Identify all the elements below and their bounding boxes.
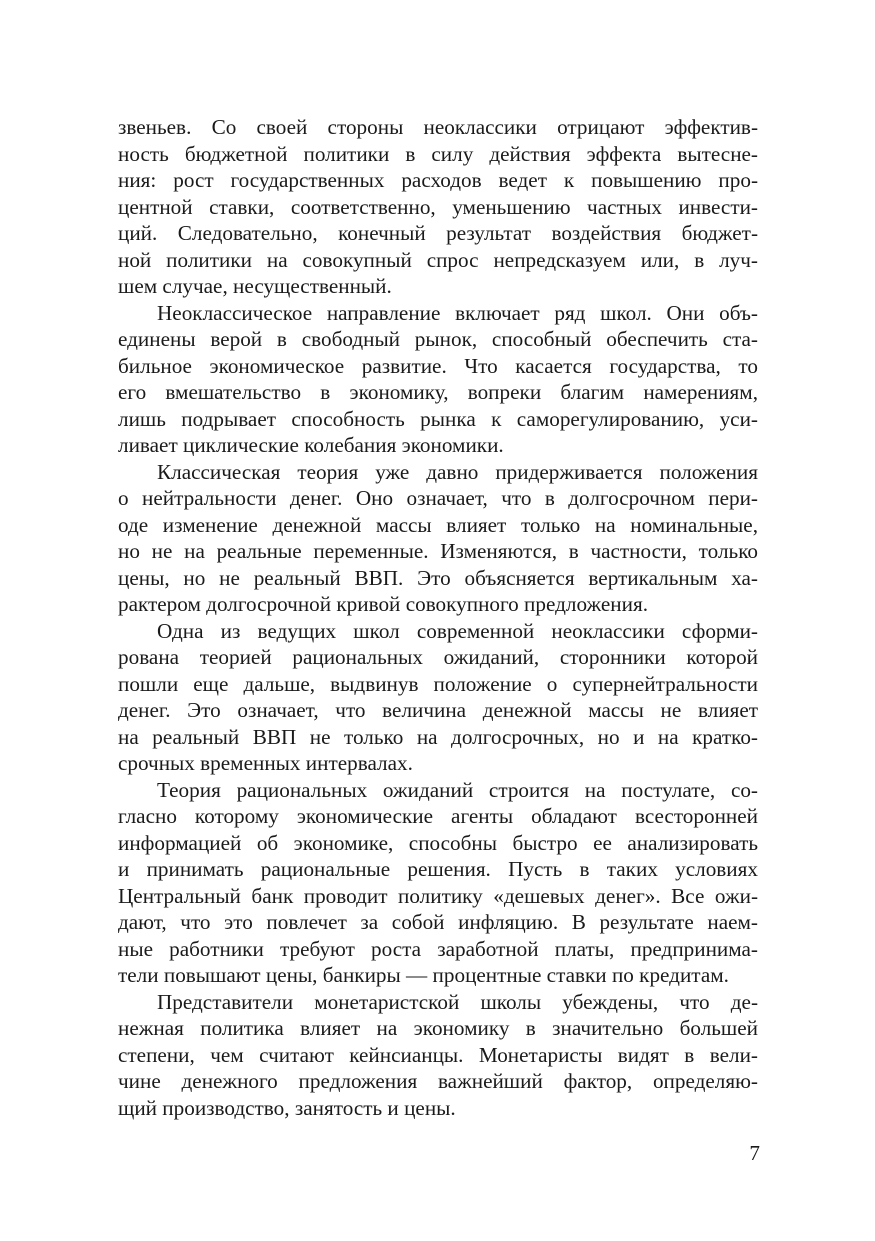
text-line: ливает циклические колебания экономики. <box>118 433 504 457</box>
text-line: срочных временных интервалах. <box>118 751 413 775</box>
text-line: ной политики на совокупный спрос непредсказуем или, в луч- <box>118 247 758 272</box>
text-line: Неоклассическое направление включает ряд школ. Они объ- <box>157 300 758 325</box>
text-line: Центральный банк проводит политику «дешевых денег». Все ожи- <box>118 883 758 908</box>
text-line: цены, но не реальный ВВП. Это объясняется вертикальным ха- <box>118 565 758 590</box>
text-line: тели повышают цены, банкиры — процентные ставки по кредитам. <box>118 963 729 987</box>
text-line: о нейтральности денег. Оно означает, что в долгосрочном пери- <box>118 486 758 510</box>
text-line: денег. Это означает, что величина денежной массы не влияет <box>118 698 758 722</box>
text-line: пошли еще дальше, выдвинув положение о супернейтральности <box>118 671 758 696</box>
paragraph <box>118 989 758 1122</box>
text-line: Теория рациональных ожиданий строится на постулате, со- <box>157 777 758 802</box>
text-line: на реальный ВВП не только на долгосрочных, но и на кратко- <box>118 724 758 749</box>
text-line: и принимать рациональные решения. Пусть в таких условиях <box>118 857 758 881</box>
text-line: ность бюджетной политики в силу действия эффекта вытесне- <box>118 141 758 166</box>
text-line: щий производство, занятость и цены. <box>118 1095 456 1120</box>
text-line: единены верой в свободный рынок, способный обеспечить ста- <box>118 327 758 351</box>
page-number: 7 <box>749 1141 760 1165</box>
text-line: лишь подрывает способность рынка к саморегулированию, уси- <box>118 406 758 431</box>
paragraph <box>118 777 758 989</box>
text-line: Представители монетаристской школы убеждены, что де- <box>157 989 758 1014</box>
text-line: чине денежного предложения важнейший фактор, определяю- <box>118 1069 758 1093</box>
text-line: звеньев. Со своей стороны неоклассики отрицают эффектив- <box>118 115 758 139</box>
text-line: рактером долгосрочной кривой совокупного предложения. <box>118 592 649 616</box>
text-line: нежная политика влияет на экономику в значительно большей <box>118 1016 758 1040</box>
paragraph <box>118 300 758 459</box>
page-body <box>118 114 758 1121</box>
text-line: рована теорией рациональных ожиданий, сторонники которой <box>118 645 758 669</box>
text-line: гласно которому экономические агенты обладают всесторонней <box>118 804 758 828</box>
text-line: ций. Следовательно, конечный результат воздействия бюджет- <box>118 221 758 245</box>
text-line: бильное экономическое развитие. Что касается государства, то <box>118 353 758 378</box>
text-line: ния: рост государственных расходов ведет к повышению про- <box>118 168 758 192</box>
text-line: Одна из ведущих школ современной неоклассики сформи- <box>157 618 758 643</box>
text-line: дают, что это повлечет за собой инфляцию. В результате наем- <box>118 910 758 934</box>
text-line: Классическая теория уже давно придерживается положения <box>157 459 758 484</box>
text-line: степени, чем считают кейнсианцы. Монетаристы видят в вели- <box>118 1042 758 1067</box>
text-line: его вмешательство в экономику, вопреки благим намерениям, <box>118 380 758 404</box>
text-line: информацией об экономике, способны быстро ее анализировать <box>118 830 758 855</box>
paragraph <box>118 114 758 300</box>
text-line: оде изменение денежной массы влияет только на номинальные, <box>118 512 758 537</box>
text-line: но не на реальные переменные. Изменяются, в частности, только <box>118 539 758 563</box>
text-line: ные работники требуют роста заработной платы, предпринима- <box>118 936 758 961</box>
text-line: шем случае, несущественный. <box>118 274 392 298</box>
paragraph <box>118 459 758 618</box>
text-line: центной ставки, соответственно, уменьшению частных инвести- <box>118 194 758 219</box>
paragraph <box>118 618 758 777</box>
